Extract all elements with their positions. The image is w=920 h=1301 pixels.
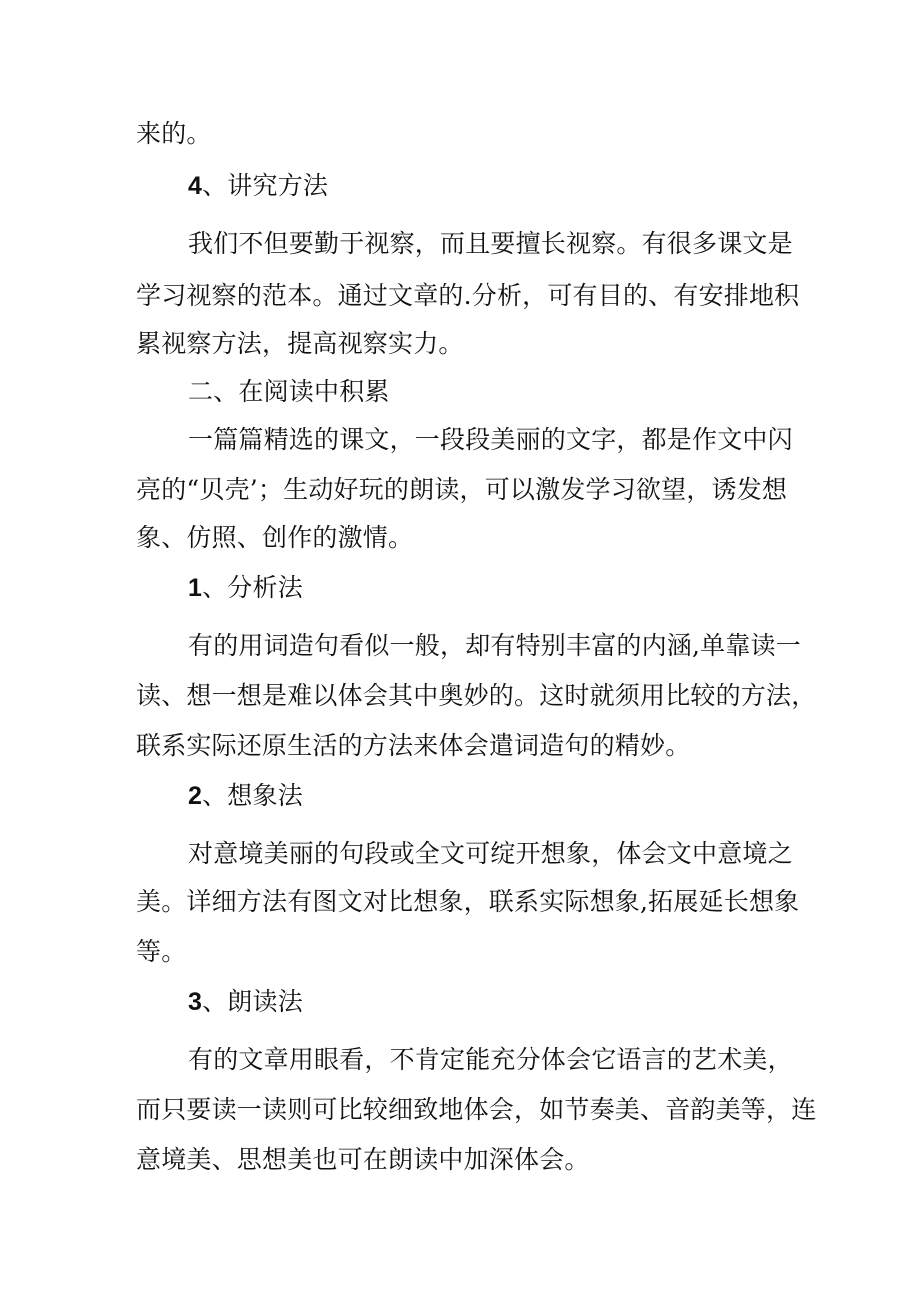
section-heading [188,986,798,1018]
text-line: 对意境美丽的句段或全文可绽开想象，体会文中意境之 [188,839,793,868]
text-line: 而只要读一读则可比较细致地体会，如节奏美、音韵美等，连 [136,1095,817,1124]
text-line: 象、仿照、创作的激情。 [136,523,414,552]
heading-text: 、想象法 [202,781,303,810]
text-line: 亮的“贝壳’；生动好玩的朗读，可以激发学习欲望，诱发想 [136,475,788,504]
text-line: 等。 [136,937,187,966]
heading-number: 4 [188,172,203,200]
text-line: 学习视察的范本。通过文章的.分析，可有目的、有安排地积 [136,281,800,310]
text-line: 美。详细方法有图文对比想象，联系实际想象,拓展延长想象 [136,887,800,916]
text-line: 一篇篇精选的课文，一段段美丽的文字，都是作文中闪 [188,425,793,454]
text-line: 有的文章用眼看，不肯定能充分体会它语言的艺术美， [188,1045,793,1074]
text-line: 有的用词造句看似一般，却有特别丰富的内涵,单靠读一 [188,631,801,660]
section-heading [188,780,798,812]
text-line: 来的。 [136,119,212,148]
text-line: 我们不但要勤于视察，而且要擅长视察。有很多课文是 [188,229,793,258]
heading-text: 、朗读法 [202,987,303,1016]
heading-number: 1 [188,574,203,602]
text-line: 读、想一想是难以体会其中奥妙的。这时就须用比较的方法， [136,681,817,710]
heading-number: 2 [188,782,203,810]
section-heading [188,572,798,604]
heading-number: 3 [188,988,203,1016]
text-line: 联系实际还原生活的方法来体会遣词造句的精妙。 [136,731,691,760]
section-heading: 二、在阅读中积累 [188,377,390,406]
text-line: 累视察方法，提高视察实力。 [136,329,464,358]
text-line: 意境美、思想美也可在朗读中加深体会。 [136,1145,590,1174]
heading-text: 、分析法 [202,573,303,602]
heading-text: 、讲究方法 [202,171,329,200]
section-heading [188,170,798,202]
